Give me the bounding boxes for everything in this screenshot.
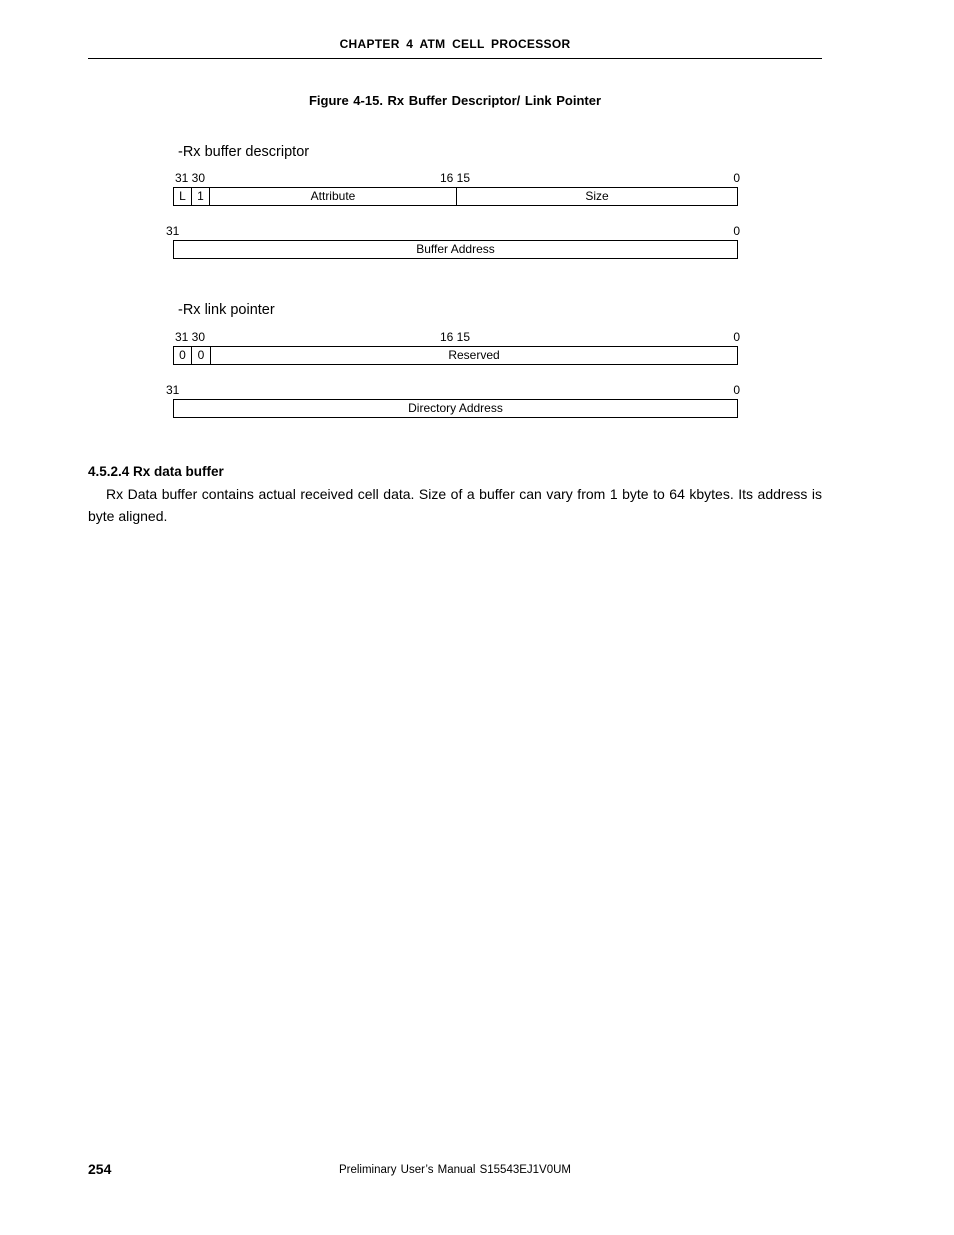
descriptor-w1-bit-31: 31 <box>166 224 180 238</box>
link-pointer-label: -Rx link pointer <box>178 302 275 318</box>
descriptor-w0-bit-16-15: 16 15 <box>440 171 471 185</box>
link-w0-bit-16-15: 16 15 <box>440 330 471 344</box>
field-bit-31-zero: 0 <box>179 348 186 362</box>
field-buffer-address: Buffer Address <box>416 242 495 256</box>
page-number: 254 <box>88 1161 112 1177</box>
descriptor-w1-bit-0: 0 <box>733 224 740 238</box>
link-w1-bit-0: 0 <box>733 383 740 397</box>
link-word1-register <box>173 399 738 418</box>
chapter-header: CHAPTER 4 ATM CELL PROCESSOR <box>339 37 571 51</box>
descriptor-w0-bit-31-30: 31 30 <box>175 171 206 185</box>
link-w0-bit-31-30: 31 30 <box>175 330 206 344</box>
subsection-heading: 4.5.2.4 Rx data buffer <box>88 464 224 479</box>
link-w1-bit-31: 31 <box>166 383 180 397</box>
descriptor-w0-bit-0: 0 <box>733 171 740 185</box>
field-size: Size <box>456 188 737 205</box>
field-bit-30-zero: 0 <box>191 347 210 364</box>
link-w0-bit-0: 0 <box>733 330 740 344</box>
link-word0-register <box>173 346 738 365</box>
field-attribute: Attribute <box>209 188 456 205</box>
descriptor-label: -Rx buffer descriptor <box>178 144 310 160</box>
field-reserved: Reserved <box>210 347 737 364</box>
descriptor-word1-register <box>173 240 738 259</box>
body-paragraph: Rx Data buffer contains actual received cell data. Size of a buffer can vary from 1 byte to 64 kbytes. Its address is byte aligned. <box>88 486 822 524</box>
header-divider <box>88 58 822 59</box>
figure-caption: Figure 4-15. Rx Buffer Descriptor/ Link Pointer <box>308 93 602 108</box>
field-directory-address: Directory Address <box>408 401 503 415</box>
field-l-bit: L <box>179 189 186 203</box>
footer-manual-title: Preliminary User’s Manual S15543EJ1V0UM <box>338 1164 572 1176</box>
descriptor-word0-register <box>173 187 738 206</box>
field-bit-30: 1 <box>191 188 209 205</box>
